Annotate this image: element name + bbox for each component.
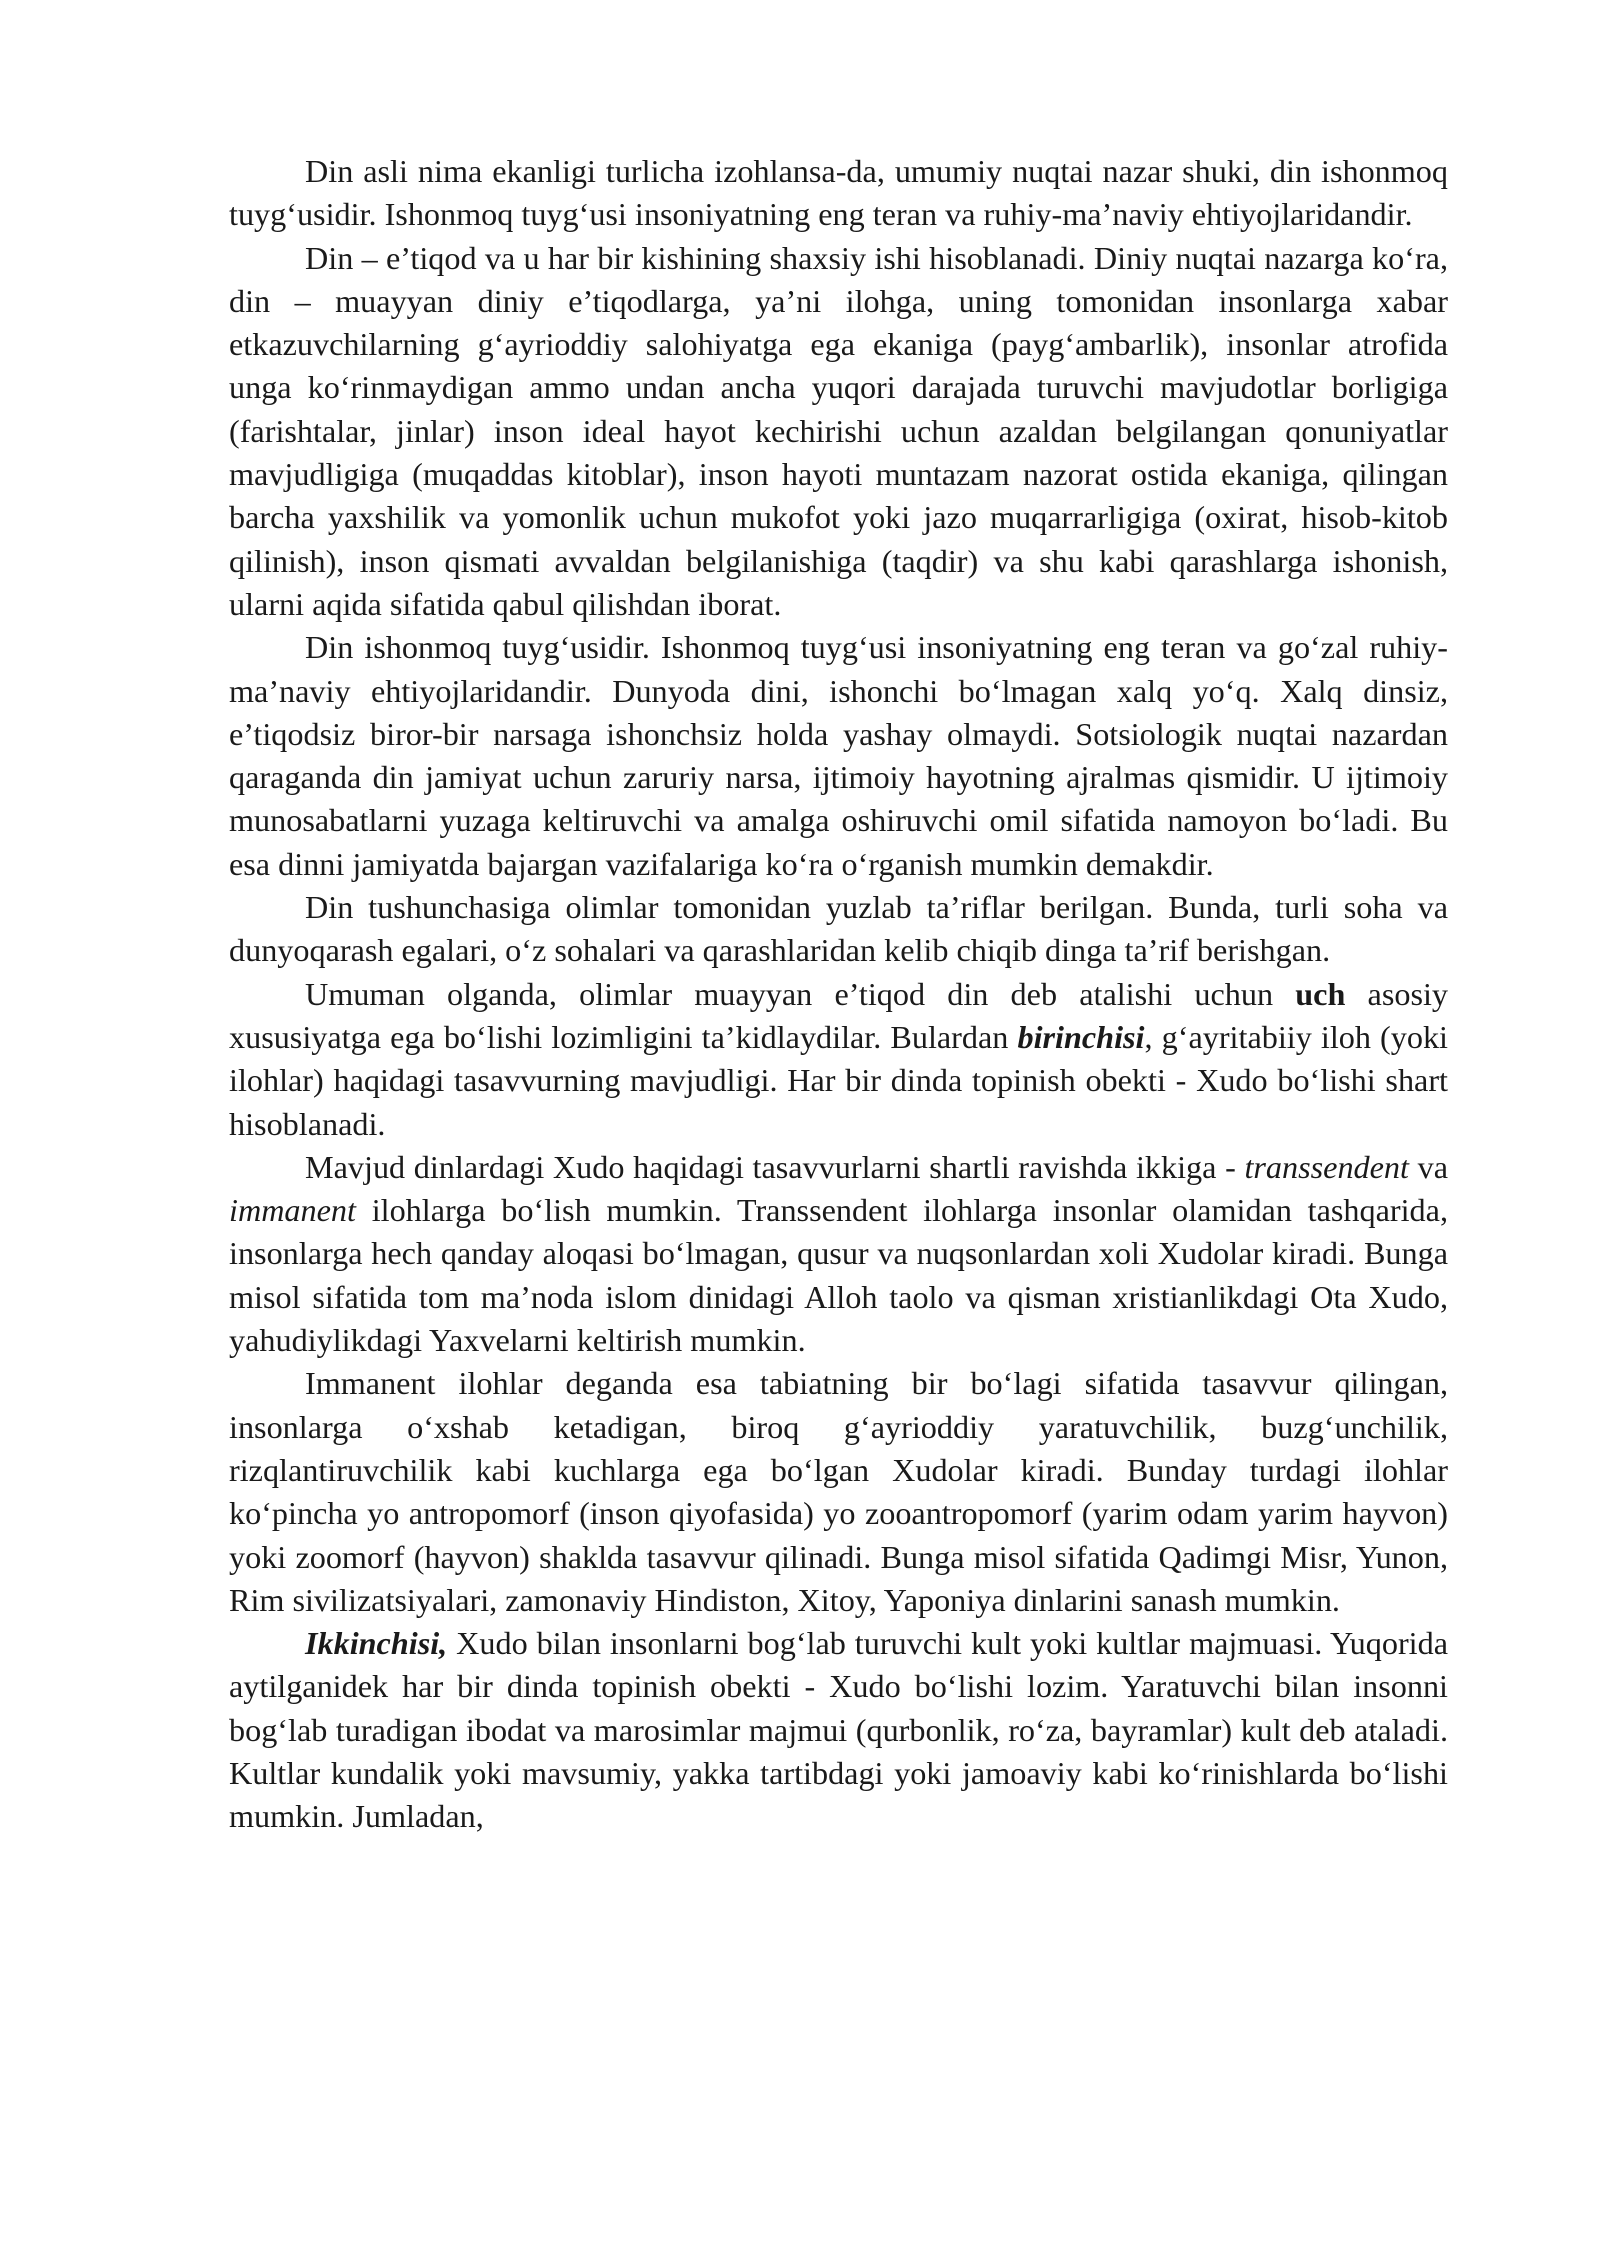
paragraph-text: asosiy xususiyatga ega bo‘lishi lozimligini ta’kidlaydilar. Bulardan [229,975,1449,1055]
paragraph-text: ilohlarga bo‘lish mumkin. Transsendent ilohlarga insonlar olamidan tashqarida, insonlarga hech qanday aloqasi bo‘lmagan, qusur va nuqsonlardan xoli Xudolar kiradi. Bunga misol sifatida tom ma’noda islom dinidagi Alloh taolo va qisman xristianlikdagi Ota Xudo, yahudiylikdagi Yaxvelarni keltirish mumkin. [229,1192,1448,1359]
paragraph-din-tushunchasi [229,886,1448,973]
paragraph-text: va [1408,1148,1448,1185]
paragraph-immanent-ilohlar [229,1362,1448,1622]
italic-term-transsendent: transsendent [1244,1148,1409,1185]
paragraph-din-asli [229,150,1448,237]
bold-italic-term-ikkinchisi: Ikkinchisi, [305,1625,448,1662]
paragraph-ikkinchisi [229,1622,1448,1838]
paragraph-text: Din – e’tiqod va u har bir kishining shaxsiy ishi hisoblanadi. Diniy nuqtai nazarga ko‘ra, din – muayyan diniy e’tiqodlarga, ya’ni ilohga, uning tomonidan insonlarga xabar etkazuvchilarning g‘ayrioddiy salohiyatga ega ekaniga (payg‘ambarlik), insonlar atrofida unga ko‘rinmaydigan ammo undan ancha yuqori darajada turuvchi mavjudotlar borligiga (farishtalar, jinlar) inson ideal hayot kechirishi uchun azaldan belgilangan qonuniyatlar mavjudligiga (muqaddas kitoblar), inson hayoti muntazam nazorat ostida ekaniga, qilingan barcha yaxshilik va yomonlik uchun mukofot yoki jazo muqarrarligiga (oxirat, hisob-kitob qilinish), inson qismati avvaldan belgilanishiga (taqdir) va shu kabi qarashlarga ishonish, ularni aqida sifatida qabul qilishdan iborat. [229,239,1448,622]
paragraph-text: Din tushunchasiga olimlar tomonidan yuzlab ta’riflar berilgan. Bunda, turli soha va dunyoqarash egalari, o‘z sohalari va qarashlaridan kelib chiqib dinga ta’rif berishgan. [229,889,1448,969]
paragraph-text: Xudo bilan insonlarni bog‘lab turuvchi kult yoki kultlar majmuasi. Yuqorida aytilganidek har bir dinda topinish obekti - Xudo bo‘lishi lozim. Yaratuvchi bilan insonni bog‘lab turadigan ibodat va marosimlar majmui (qurbonlik, ro‘za, bayramlar) kult deb ataladi. Kultlar kundalik yoki mavsumiy, yakka tartibdagi yoki jamoaviy kabi ko‘rinishlarda bo‘lishi mumkin. Jumladan, [229,1625,1448,1835]
paragraph-mavjud-dinlar [229,1146,1448,1362]
paragraph-text: Umuman olganda, olimlar muayyan e’tiqod din deb atalishi uchun [305,975,1296,1012]
paragraph-text: , g‘ayritabiiy iloh (yoki ilohlar) haqidagi tasavvurning mavjudligi. Har bir dinda topinish obekti - Xudo bo‘lishi shart hisoblanadi. [229,1018,1449,1142]
paragraph-din-etiqod [229,237,1448,627]
paragraph-text: Mavjud dinlardagi Xudo haqidagi tasavvurlarni shartli ravishda ikkiga - [305,1148,1245,1185]
bold-italic-term-birinchisi: birinchisi [1017,1018,1145,1055]
paragraph-text: Din ishonmoq tuyg‘usidir. Ishonmoq tuyg‘usi insoniyatning eng teran va go‘zal ruhiy-ma’naviy ehtiyojlaridandir. Dunyoda dini, ishonchi bo‘lmagan xalq yo‘q. Xalq dinsiz, e’tiqodsiz biror-bir narsaga ishonchsiz holda yashay olmaydi. Sotsiologik nuqtai nazardan qaraganda din jamiyat uchun zaruriy narsa, ijtimoiy hayotning ajralmas qismidir. U ijtimoiy munosabatlarni yuzaga keltiruvchi va amalga oshiruvchi omil sifatida namoyon bo‘ladi. Bu esa dinni jamiyatda bajargan vazifalariga ko‘ra o‘rganish mumkin demakdir. [229,629,1448,882]
paragraph-text: Din asli nima ekanligi turlicha izohlansa-da, umumiy nuqtai nazar shuki, din ishonmoq tuyg‘usidir. Ishonmoq tuyg‘usi insoniyatning eng teran va ruhiy-ma’naviy ehtiyojlaridandir. [229,153,1448,233]
bold-term-uch: uch [1295,975,1346,1012]
paragraph-umuman-olganda [229,973,1448,1146]
paragraph-text: Immanent ilohlar deganda esa tabiatning bir bo‘lagi sifatida tasavvur qilingan, insonlarga o‘xshab ketadigan, biroq g‘ayrioddiy yaratuvchilik, buzg‘unchilik, rizqlantiruvchilik kabi kuchlarga ega bo‘lgan Xudolar kiradi. Bunday turdagi ilohlar ko‘pincha yo antropomorf (inson qiyofasida) yo zooantropomorf (yarim odam yarim hayvon) yoki zoomorf (hayvon) shaklda tasavvur qilinadi. Bunga misol sifatida Qadimgi Misr, Yunon, Rim sivilizatsiyalari, zamonaviy Hindiston, Xitoy, Yaponiya dinlarini sanash mumkin. [229,1365,1448,1618]
paragraph-din-ishonmoq [229,626,1448,886]
italic-term-immanent: immanent [229,1192,356,1229]
